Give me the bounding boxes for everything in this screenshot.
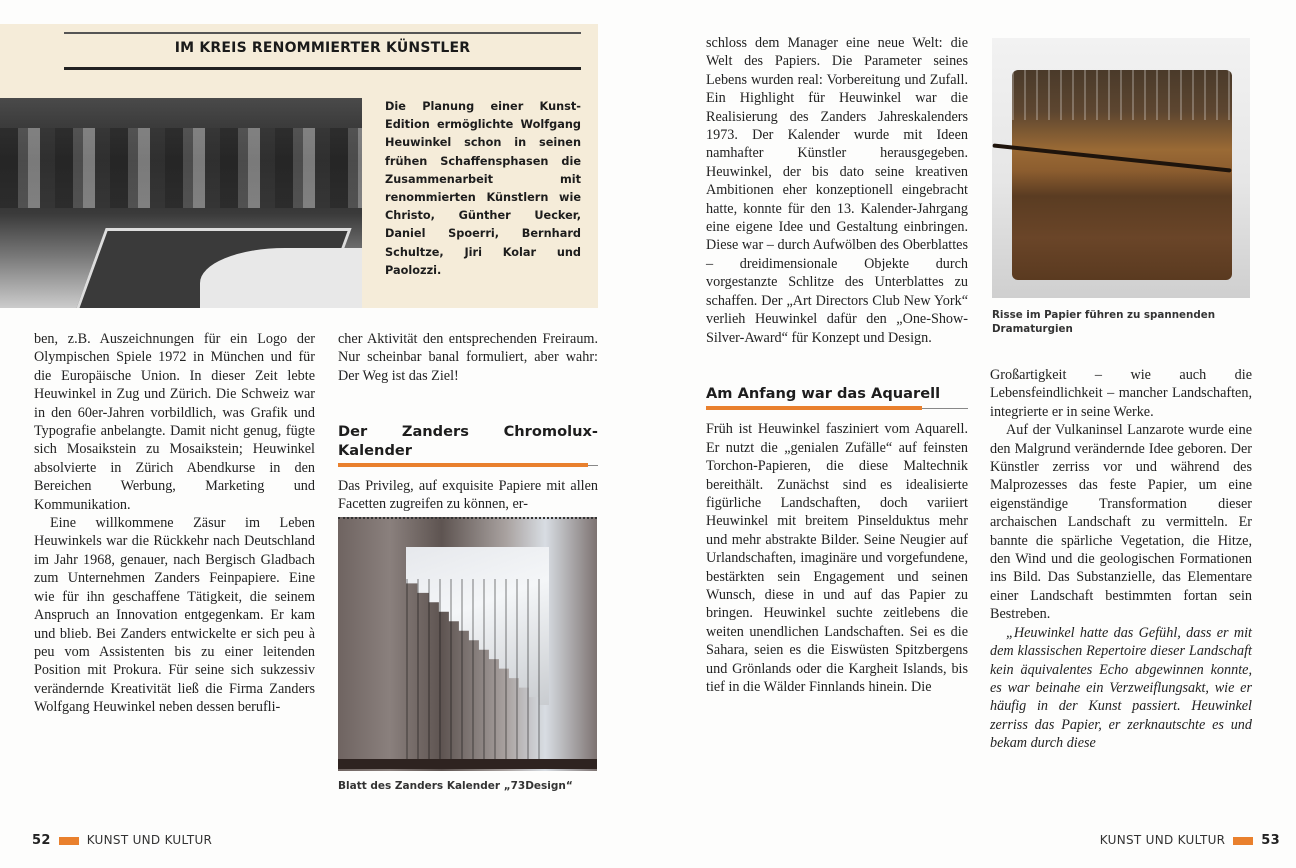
accent-bar-icon xyxy=(59,837,79,845)
photo-caption: Blatt des Zanders Kalender „73Design“ xyxy=(338,780,573,792)
photo-torn-paper-painting xyxy=(992,38,1250,298)
paragraph: ben, z.B. Auszeichnungen für ein Logo der Olympischen Spiele 1972 in München und für die Europäische Union. In dieser Zeit lebte Heuwinkel in Zug und Zürich. Die Schweiz war in den 60er-Jahren vorbildlich, was Grafik und Typografie anbelangte. Damit nicht genug, fügte sich Mosaikstein zu Mosaikstein; Heuwinkel absolvierte in Zürich Abendkurse in den Bereichen Werbung, Marketing und Kommunikation. xyxy=(34,331,315,513)
paragraph: Das Privileg, auf exquisite Papiere mit allen Facetten zugreifen zu können, er- xyxy=(338,478,598,513)
section-label: KUNST UND KULTUR xyxy=(1099,833,1226,847)
paragraph: Früh ist Heuwinkel fasziniert vom Aquarell. Er nutzt die „genialen Zufälle“ auf feinsten Torchon-Papieren, die diese Maltechnik bereithält. Zunächst sind es idealisierte figürliche Landschaften, doch variiert Heuwinkel mit breitem Pinselduktus mehr und mehr abstrakte Bilder. Seine Neugier auf Urlandschaften, imaginäre und vorgefundene, bestärkten sein Engagement und seinen Wunsch, diese in und auf das Papier zu bringen. Heuwinkel suchte zeitlebens die weiten unendlichen Landschaften. Sei es die Sahara, seien es die Eiswüsten Spitzbergens und Grönlands oder die Kargheit Islands, bis tief in die Wälder Finnlands hinein. Die xyxy=(706,421,968,695)
sidebar-caption: Die Planung einer Kunst-Edition ermöglichte Wolfgang Heuwinkel schon in seinen frühen Schaffensphasen die Zusammenarbeit mit renommierten Künstlern wie Christo, Günther Uecker, Daniel Spoerri, Bernhard Schultze, Jiri Kolar und Paolozzi. xyxy=(385,100,581,277)
photo-calendar-staircase xyxy=(338,517,597,771)
photo-caption: Risse im Papier führen zu spannenden Dramaturgien xyxy=(992,309,1216,335)
heading-accent-rule xyxy=(706,406,922,410)
sidebar-rule-bottom xyxy=(64,67,581,70)
drips-shape xyxy=(1012,70,1232,120)
right-column-1 xyxy=(706,34,968,696)
heading-accent-rule xyxy=(338,463,588,467)
page-number: 52 xyxy=(32,833,51,848)
paragraph: Eine willkommene Zäsur im Leben Heuwinkels war die Rückkehr nach Deutschland im Jahr 1968, genauer, nach Bergisch Gladbach zum Unternehmen Zanders Feinpapiere. Eine wie für ihn geschaffene Tätigkeit, die seinem Anspruch an Innovation entgegenkam. Er kam und blieb. Bei Zanders entwickelte er sich peu à peu vom Assistenten bis zu einer leitenden Position mit Prokura. Für seine sich sukzessiv verändernde Kreativität ließ die Firma Zanders Wolfgang Heuwinkel neben dessen berufli- xyxy=(34,515,315,716)
section-heading: Der Zanders Chromolux-Kalender xyxy=(338,423,598,459)
heading-thin-rule xyxy=(588,465,598,466)
section-heading: Am Anfang war das Aquarell xyxy=(706,384,941,402)
photo-artists-audience xyxy=(0,98,362,308)
sidebar-rule-top xyxy=(64,32,581,34)
right-column-2 xyxy=(990,366,1252,753)
section-label: KUNST UND KULTUR xyxy=(86,833,213,847)
audience-shape xyxy=(0,128,362,208)
right-footer xyxy=(1100,833,1280,848)
sidebar-title: IM KREIS RENOMMIERTER KÜNSTLER xyxy=(174,40,471,56)
page-number: 53 xyxy=(1261,833,1280,848)
left-column-2 xyxy=(338,330,598,514)
left-column-1 xyxy=(34,330,315,717)
heading-thin-rule xyxy=(922,408,968,409)
accent-bar-icon xyxy=(1233,837,1253,845)
calendar-dates-bar xyxy=(338,759,597,769)
paragraph: cher Aktivität den entsprechenden Freiraum. Nur scheinbar banal formuliert, aber wahr: Der Weg ist das Ziel! xyxy=(338,331,598,384)
paragraph: Auf der Vulkaninsel Lanzarote wurde eine den Malgrund verändernde Idee geboren. Der Künstler zerriss vor und während des Malprozesses das feste Papier, um eine eigenständige Transformation dieser archaischen Landschaft zu vermitteln. Er bannte die spärliche Vegetation, die Hitze, den Wind und die geologischen Formationen ins Bild. Das Substanzielle, das Elementare einer Landschaft bestimmten fortan sein Bestreben. xyxy=(990,422,1252,623)
stripes-shape xyxy=(406,579,549,769)
left-footer xyxy=(32,833,212,848)
paragraph: Großartigkeit – wie auch die Lebensfeindlichkeit – mancher Landschaften, integrierte er in seine Werke. xyxy=(990,367,1252,420)
quote-paragraph: „Heuwinkel hatte das Gefühl, dass er mit dem klassischen Repertoire dieser Landschaft kein äquivalentes Echo abgewinnen konnte, es war beinahe ein Verzweiflungsakt, wie er häufig in der Kunst passiert. Heuwinkel zerriss das Papier, er zerknautschte es und bekam durch diese xyxy=(990,624,1252,752)
paragraph: schloss dem Manager eine neue Welt: die Welt des Papiers. Die Parameter seines Lebens wurden real: Vorbereitung und Zufall. Ein Highlight für Heuwinkel war die Realisierung des Zanders Jahreskalenders 1973. Der Kalender wurde mit Ideen namhafter Künstler herausgegeben. Heuwinkel, der bis dato seine kreativen Ambitionen eher konzeptionell eingebracht hatte, konnte für den 13. Kalender-Jahrgang eine eigene Idee und Gestaltung einbringen. Diese war – durch Aufwölben des Oberblattes – dreidimensionale Objekte durch vorgestanzte Schlitze des Unterblattes zu schaffen. Der „Art Directors Club New York“ verlieh Heuwinkel dafür den „One-Show-Silver-Award“ für Konzept und Design. xyxy=(706,35,968,346)
